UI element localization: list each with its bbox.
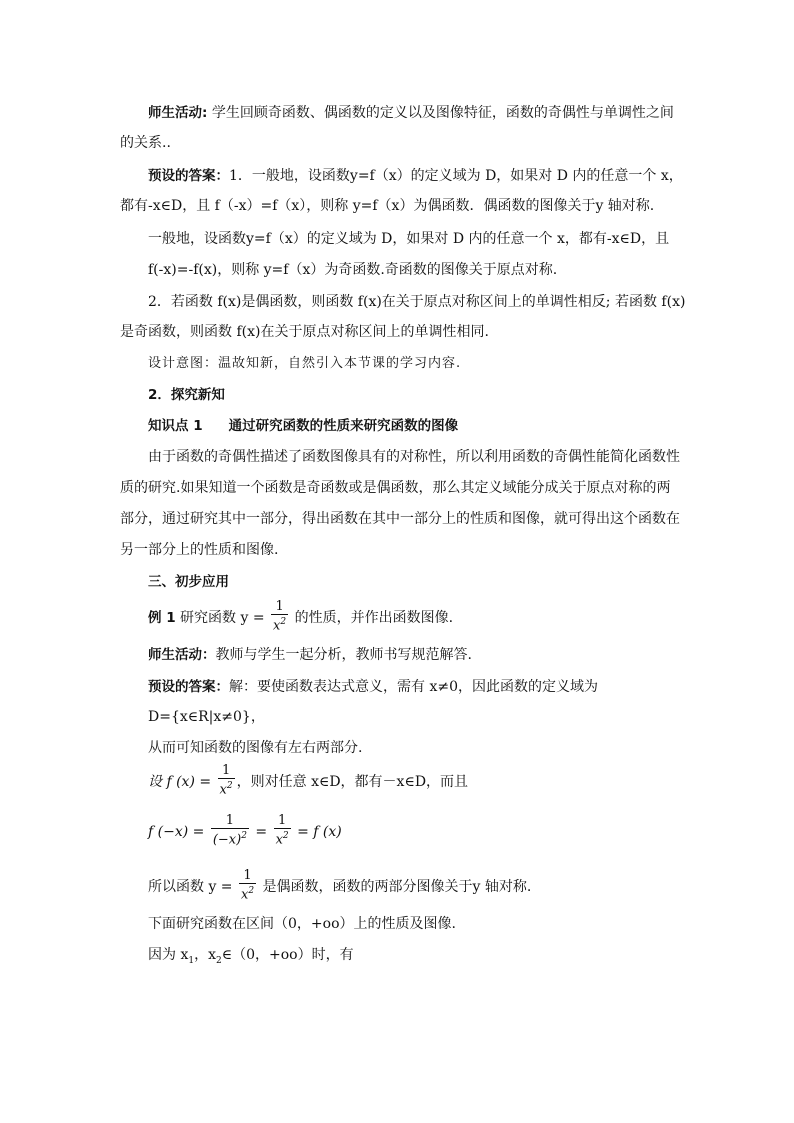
activity-2-label: 师生活动： xyxy=(148,647,216,663)
because-pre: 因为 x xyxy=(148,947,189,963)
because-line xyxy=(148,945,708,971)
activity-text: 学生回顾奇函数、偶函数的定义以及图像特征，函数的奇偶性与单调性之间 xyxy=(207,105,674,121)
denominator-exponent: 2 xyxy=(280,617,287,627)
design-intent: 设计意图：温故知新，自然引入本节课的学习内容. xyxy=(148,356,462,371)
explanation-line4: 另一部分上的性质和图像. xyxy=(120,542,279,558)
let-post: ，则对任意 x∈D，都有－x∈D，而且 xyxy=(236,774,469,791)
denominator-exponent: 2 xyxy=(248,886,255,896)
paragraph-preset-answer xyxy=(148,166,708,186)
explanation-line2: 质的研究.如果知道一个函数是奇函数或是偶函数，那么其定义域能分成关于原点对称的两 xyxy=(120,480,671,496)
fraction-set xyxy=(218,763,235,797)
fraction-even xyxy=(239,868,256,902)
study-interval: 下面研究函数在区间（0，+oo）上的性质及图像. xyxy=(148,916,456,932)
denominator xyxy=(239,883,256,902)
activity-text-cont: 的关系.. xyxy=(120,135,171,151)
let-pre: 设 f (x) = xyxy=(148,774,216,791)
denominator-base: (−x) xyxy=(212,832,242,848)
because-mid: ，x xyxy=(194,947,216,963)
fraction-1-over-x2 xyxy=(271,599,288,633)
numerator: 1 xyxy=(275,599,284,614)
denominator-base: x xyxy=(275,832,283,848)
activity-2-text: 教师与学生一起分析，教师书写规范解答. xyxy=(215,647,472,663)
fraction-neg-x xyxy=(211,813,249,847)
section-heading-application: 三、初步应用 xyxy=(148,574,229,590)
left-right-parts: 从而可知函数的图像有左右两部分. xyxy=(148,740,363,756)
activity-label: 师生活动: xyxy=(148,105,208,121)
numerator: 1 xyxy=(243,868,252,883)
knowledge-point-heading xyxy=(148,416,708,436)
activity-2 xyxy=(148,645,708,665)
numerator: 1 xyxy=(221,763,231,778)
denominator xyxy=(274,828,291,847)
domain-definition: D={x∈R|x≠0}， xyxy=(148,709,265,725)
monotonic-line2: 是奇函数，则函数 f(x)在关于原点对称区间上的单调性相同. xyxy=(120,324,489,340)
fraction-x xyxy=(274,813,291,847)
denominator-base: x xyxy=(219,782,227,798)
eq-rhs: = f (x) xyxy=(292,824,342,841)
knowledge-point-title: 通过研究函数的性质来研究函数的图像 xyxy=(228,418,459,434)
explanation-line1: 由于函数的奇偶性描述了函数图像具有的对称性，所以利用函数的奇偶性能简化函数性 xyxy=(148,449,680,465)
even-equation xyxy=(148,815,708,849)
even-post: 是偶函数，函数的两部分图像关于y 轴对称. xyxy=(258,879,532,896)
denominator-base: x xyxy=(273,618,281,634)
eq-lhs: f (−x) = xyxy=(148,824,209,841)
section-heading-explore: 2．探究新知 xyxy=(148,387,225,403)
denominator-exponent: 2 xyxy=(226,781,233,791)
numerator: 1 xyxy=(277,813,287,828)
denominator xyxy=(211,828,249,847)
because-post: ∈（0，+oo）时，有 xyxy=(221,947,354,963)
knowledge-point-label: 知识点 1 xyxy=(148,418,203,434)
subscript-2: 2 xyxy=(216,955,222,966)
denominator xyxy=(271,614,288,633)
even-pre: 所以函数 y = xyxy=(148,879,237,896)
explanation-line3: 部分，通过研究其中一部分，得出函数在其中一部分上的性质和图像，就可得出这个函数在 xyxy=(120,511,680,527)
example-label: 例 1 xyxy=(148,610,176,627)
answer-2-text: 解：要使函数表达式意义，需有 x≠0，因此函数的定义域为 xyxy=(229,679,598,695)
odd-definition-line1: 一般地，设函数y=f（x）的定义域为 D，如果对 D 内的任意一个 x，都有-x∈D，且 xyxy=(148,231,670,247)
example-pre: 研究函数 y = xyxy=(175,610,270,627)
answer-text: 1．一般地，设函数y=f（x）的定义域为 D，如果对 D 内的任意一个 x， xyxy=(229,168,683,184)
eq-mid: = xyxy=(250,824,272,841)
odd-definition-line2: f(-x)=-f(x)，则称 y=f（x）为奇函数.奇函数的图像关于原点对称. xyxy=(148,262,558,278)
example-post: 的性质，并作出函数图像. xyxy=(290,610,454,627)
example-1 xyxy=(148,601,708,635)
even-conclusion xyxy=(148,870,708,904)
denominator-exponent: 2 xyxy=(241,831,247,841)
answer-2 xyxy=(148,677,708,697)
monotonic-line1: 2．若函数 f(x)是偶函数，则函数 f(x)在关于原点对称区间上的单调性相反; 若函数 f(x) xyxy=(148,294,686,310)
answer-label: 预设的答案： xyxy=(148,168,229,184)
answer-2-label: 预设的答案： xyxy=(148,679,229,695)
denominator-base: x xyxy=(241,887,249,903)
answer-text-cont: 都有-x∈D，且 f（-x）=f（x），则称 y=f（x）为偶函数．偶函数的图像关于y 轴对称. xyxy=(120,198,655,214)
paragraph-teacher-student-activity xyxy=(148,103,708,123)
numerator: 1 xyxy=(225,813,234,828)
let-fx-line xyxy=(148,765,708,799)
denominator-exponent: 2 xyxy=(282,831,289,841)
denominator xyxy=(218,778,235,797)
subscript-1: 1 xyxy=(188,955,195,966)
